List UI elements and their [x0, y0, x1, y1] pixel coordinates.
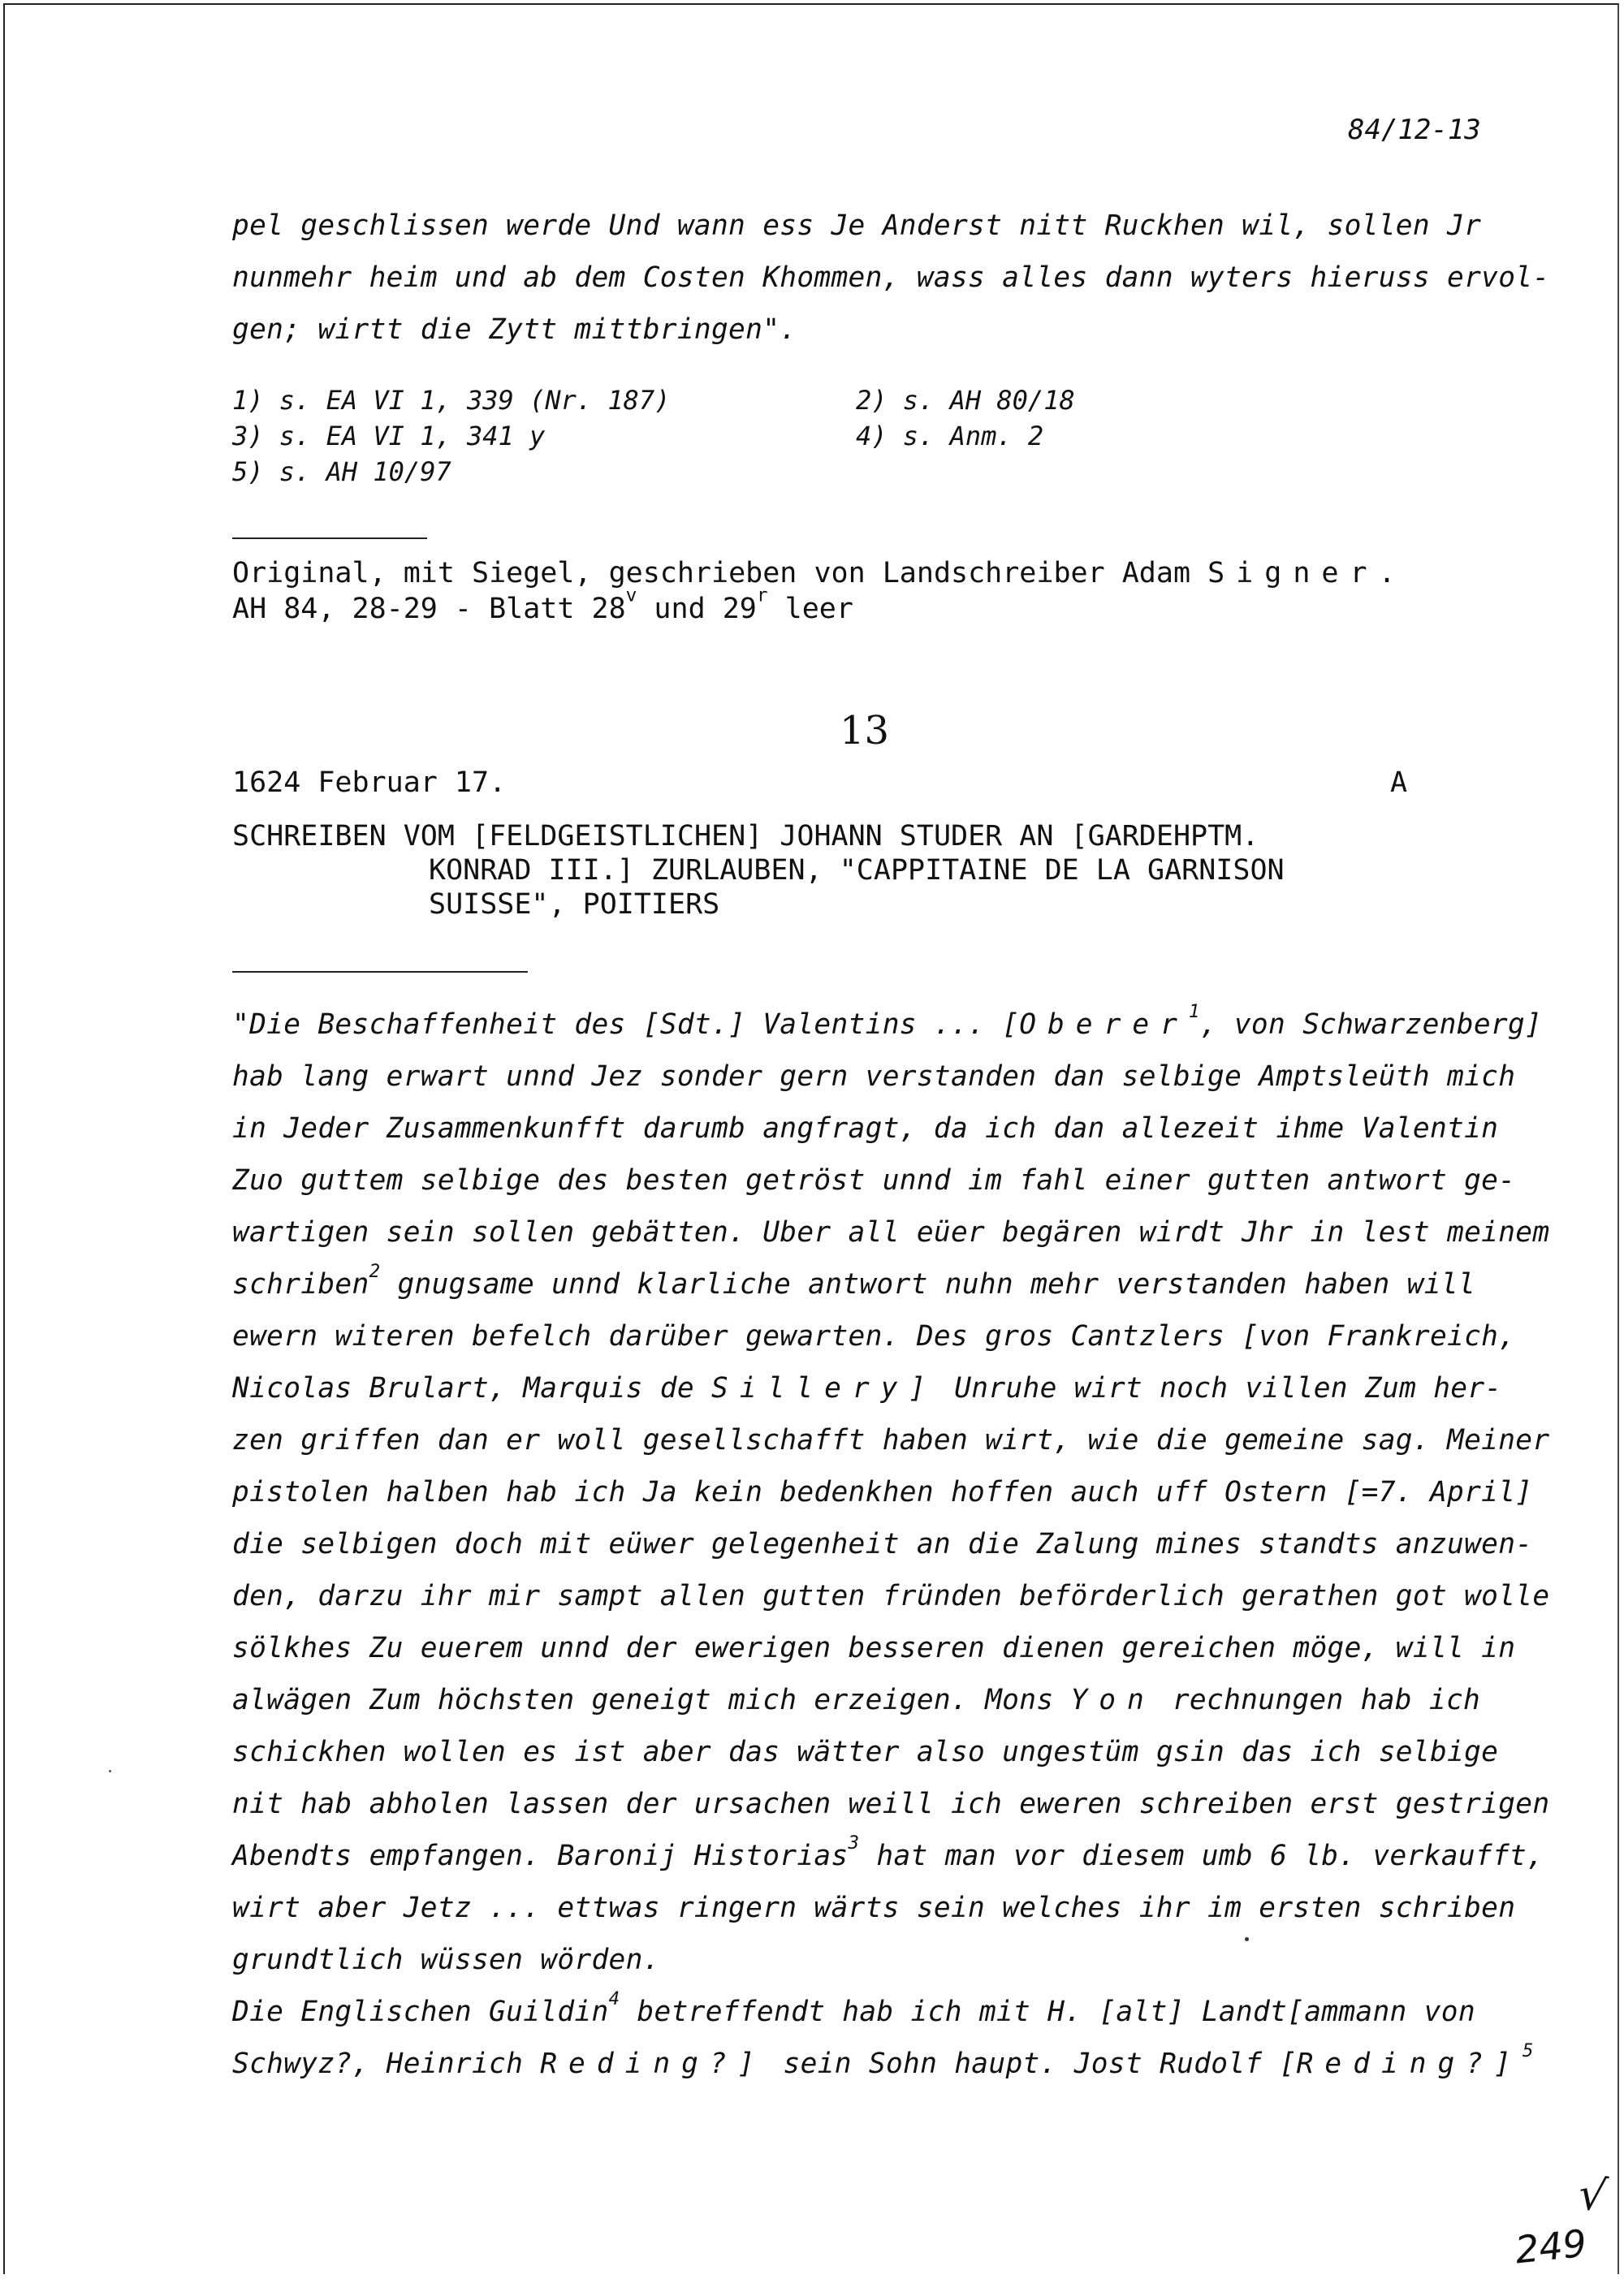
stray-dot	[109, 1770, 111, 1772]
text-segment: rechnungen hab ich	[1155, 1684, 1481, 1716]
source-text: AH 84, 28-29 - Blatt 28	[232, 593, 626, 625]
footnote-separator	[232, 537, 427, 539]
text-line	[232, 2039, 1534, 2080]
heading-line: SUISSE", POITIERS	[429, 888, 720, 921]
person-name: Yon	[1070, 1684, 1155, 1716]
text-line: hab lang erwart unnd Jez sonder gern verstanden dan selbige Amptsleüth mich	[232, 1060, 1516, 1093]
heading-separator	[232, 971, 528, 973]
text-line: zen griffen dan er woll gesellschafft haben wirt, wie die gemeine sag. Meiner	[232, 1424, 1550, 1457]
text-segment: , von Schwarzenberg]	[1199, 1008, 1543, 1041]
footnote-ref: 1	[1188, 1000, 1200, 1022]
text-line	[232, 1988, 1475, 2028]
stray-dot	[1245, 1937, 1249, 1941]
source-text: und 29	[637, 593, 757, 625]
text-line: die selbigen doch mit eüwer gelegenheit an die Zalung mines standts anzuwen-	[232, 1528, 1533, 1560]
person-name: Oberer	[1019, 1008, 1189, 1041]
text-segment: alwägen Zum höchsten geneigt mich erzeigen. Mons	[232, 1684, 1071, 1716]
source-text: Original, mit Siegel, geschrieben von Landschreiber Adam	[232, 557, 1191, 589]
text-line	[232, 1372, 1502, 1405]
text-line: sölkhes Zu euerem unnd der ewerigen besseren dienen gereichen möge, will in	[232, 1632, 1516, 1664]
text-line: den, darzu ihr mir sampt allen gutten fründen beförderlich gerathen got wolle	[232, 1580, 1550, 1612]
person-name: Reding?]	[540, 2048, 767, 2080]
page-number: 84/12-13	[1348, 114, 1481, 146]
text-segment: schriben	[232, 1268, 369, 1301]
text-segment: Nicolas Brulart, Marquis de	[232, 1372, 711, 1405]
text-line	[232, 1684, 1480, 1716]
text-segment: hat man vor diesem umb 6 lb. verkaufft,	[859, 1840, 1544, 1872]
heading-line: SCHREIBEN VOM [FELDGEISTLICHEN] JOHANN STUDER AN [GARDEHPTM.	[232, 820, 1259, 852]
person-name: Sillery]	[710, 1372, 938, 1405]
footnote-ref: 3	[848, 1832, 860, 1854]
document-date: 1624 Februar 17.	[232, 766, 507, 799]
text-line: wartigen sein sollen gebätten. Uber all eüer begären wirdt Jhr in lest meinem	[232, 1216, 1550, 1249]
text-line: wirt aber Jetz ... ettwas ringern wärts sein welches ihr im ersten schriben	[232, 1892, 1516, 1924]
footnote: 1) s. EA VI 1, 339 (Nr. 187)	[232, 385, 671, 416]
text-segment: gnugsame unnd klarliche antwort nuhn mehr verstanden haben will	[380, 1268, 1475, 1301]
handwritten-page-number: 249	[1513, 2221, 1589, 2273]
footnote: 5) s. AH 10/97	[232, 456, 451, 487]
text-segment: betreffendt hab ich mit H. [alt] Landt[ammann von	[620, 1996, 1475, 2028]
text-line: grundtlich wüssen wörden.	[232, 1944, 660, 1976]
text-line: pistolen halben hab ich Ja kein bedenkhen hoffen auch uff Ostern [=7. April]	[232, 1476, 1533, 1509]
footnote: 3) s. EA VI 1, 341 y	[232, 421, 546, 451]
text-line: gen; wirtt die Zytt mittbringen".	[232, 313, 797, 346]
text-segment: Abendts empfangen. Baronij Historias	[232, 1840, 849, 1872]
text-line: Zuo guttem selbige des besten getröst unnd im fahl einer gutten antwort ge-	[232, 1164, 1516, 1197]
source-text: leer	[767, 593, 853, 625]
superscript: r	[756, 585, 768, 606]
superscript: v	[625, 585, 637, 606]
heading-line: KONRAD III.] ZURLAUBEN, "CAPPITAINE DE LA GARNISON	[429, 854, 1285, 887]
text-segment: Unruhe wirt noch villen Zum her-	[937, 1372, 1502, 1405]
scribe-name: Signer.	[1207, 557, 1407, 589]
text-line: in Jeder Zusammenkunfft darumb angfragt, da ich dan allezeit ihme Valentin	[232, 1112, 1499, 1145]
text-line: nunmehr heim und ab dem Costen Khommen, wass alles dann wyters hieruss ervol-	[232, 261, 1550, 294]
source-line	[232, 557, 1407, 589]
text-segment: "Die Beschaffenheit des [Sdt.] Valentins ... [	[232, 1008, 1020, 1041]
person-name: Reding?]	[1296, 2048, 1522, 2080]
footnote-ref: 4	[608, 1988, 620, 2009]
text-line: nit hab abholen lassen der ursachen weill ich eweren schreiben erst gestrigen	[232, 1788, 1550, 1820]
handwritten-checkmark: √	[1574, 2167, 1610, 2223]
source-line	[232, 585, 853, 625]
document-number: 13	[840, 708, 890, 753]
document-letter: A	[1390, 766, 1408, 799]
text-line	[232, 1832, 1544, 1872]
text-segment: Die Englischen Guildin	[232, 1996, 609, 2028]
text-line	[232, 1000, 1543, 1041]
text-segment: Schwyz?, Heinrich	[232, 2048, 541, 2080]
text-line: schickhen wollen es ist aber das wätter also ungestüm gsin das ich selbige	[232, 1736, 1499, 1768]
text-segment: sein Sohn haupt. Jost Rudolf [	[766, 2048, 1297, 2080]
text-line: ewern witeren befelch darüber gewarten. Des gros Cantzlers [von Frankreich,	[232, 1320, 1516, 1353]
text-line	[232, 1260, 1475, 1301]
footnote: 2) s. AH 80/18	[856, 385, 1075, 416]
footnote: 4) s. Anm. 2	[856, 421, 1044, 451]
text-line: pel geschlissen werde Und wann ess Je Anderst nitt Ruckhen wil, sollen Jr	[232, 209, 1482, 242]
footnote-ref: 5	[1522, 2039, 1534, 2061]
footnote-ref: 2	[369, 1260, 381, 1282]
